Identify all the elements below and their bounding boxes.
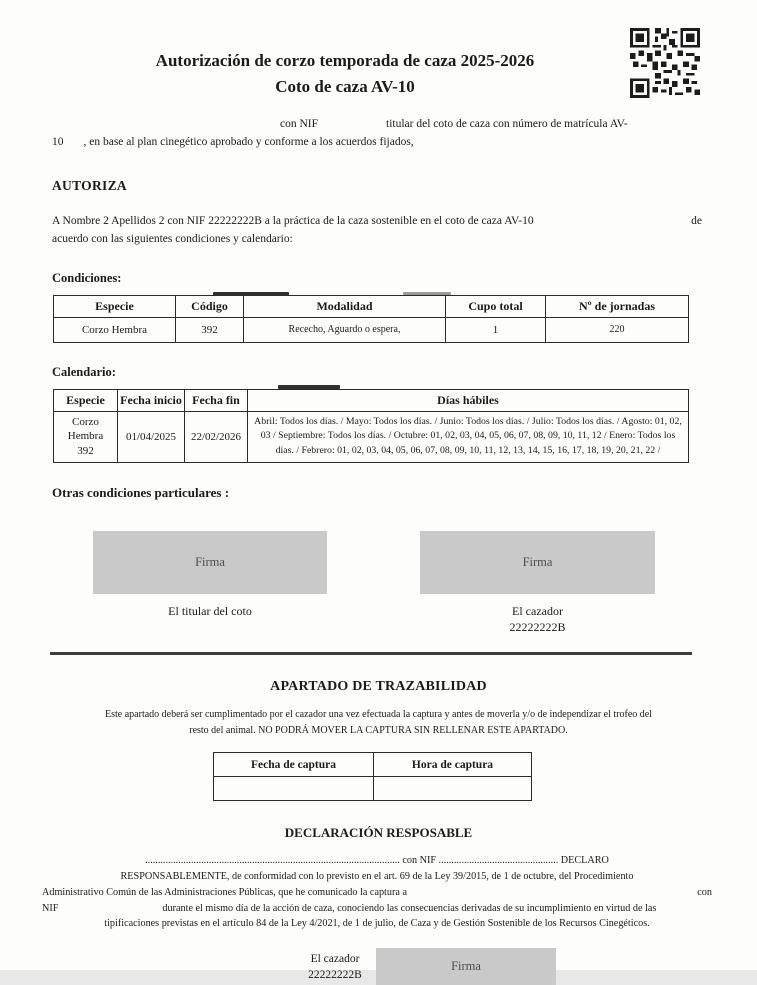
cell-cupo: 1 — [446, 317, 546, 342]
cell-fecha-fin: 22/02/2026 — [185, 411, 248, 462]
declaracion-line-1 — [42, 853, 712, 869]
heading-autoriza: AUTORIZA — [52, 177, 127, 193]
page-title: Autorización de corzo temporada de caza 2025-2026 — [155, 51, 535, 70]
autoriza-line-1 — [52, 212, 702, 230]
dotted-blank: .................................................................................................... — [145, 855, 400, 867]
declaracion-paragraph — [42, 853, 712, 932]
header-cell-especie: Especie — [54, 389, 118, 411]
intro-line-2 — [52, 133, 702, 151]
decl-line-3-end: con — [697, 886, 712, 898]
intro-paragraph — [52, 115, 702, 152]
decl-declaro: DECLARO — [560, 855, 609, 867]
header-cell-codigo: Código — [176, 295, 244, 317]
declaracion-line-2: RESPONSABLEMENTE, de conformidad con lo previsto en el art. 69 de la Ley 39/2015, de 1 de octubre, del Procedimiento — [120, 871, 634, 883]
page-subtitle: Coto de caza AV-10 — [275, 76, 415, 96]
cazador-caption-nif: 22222222B — [509, 620, 566, 635]
qr-code-icon — [630, 28, 700, 98]
signature-cazador — [420, 531, 655, 637]
trazabilidad-line-2: resto del animal. NO PODRÁ MOVER LA CAPTURA SIN RELLENAR ESTE APARTADO. — [189, 724, 568, 736]
cell-jornadas: 220 — [546, 317, 689, 342]
scan-artifact — [278, 385, 340, 389]
header-cell-fecha-captura: Fecha de captura — [214, 753, 374, 777]
captura-table — [213, 752, 532, 801]
section-divider — [50, 652, 692, 655]
signature-titular — [93, 531, 327, 637]
signature-box-titular — [93, 531, 327, 594]
footer-signature — [0, 948, 757, 985]
footer-cazador-label — [300, 951, 370, 983]
captura-table-wrap — [213, 752, 531, 801]
trazabilidad-line-1: Este apartado deberá ser cumplimentado por el cazador una vez efectuada la captura y antes de moverla y/o de independizar el trofeo del — [105, 709, 652, 721]
heading-trazabilidad: APARTADO DE TRAZABILIDAD — [270, 679, 487, 695]
declaracion-line-3 — [42, 885, 712, 901]
matricula-number: 10 — [52, 136, 64, 149]
footer-signature-box — [376, 948, 556, 985]
firma-placeholder: Firma — [451, 959, 481, 974]
cazador-caption-label: El cazador — [512, 603, 563, 618]
especie-line: Corzo — [72, 416, 99, 429]
footer-cazador-nif: 22222222B — [308, 968, 362, 981]
cell-dias-habiles: Abril: Todos los días. / Mayo: Todos los días. / Junio: Todos los días. / Julio: Todos los días. / Agosto: 01, 02, 03 / Septiembre: Todos los días. / Octubre: 01, 02, 03, 04, 05, 06, 07, 08, 09, 10, 11, 12 / Enero: Todos los días. / Febrero: 01, 02, 03, 04, 05, 06, 07, 08, 09, 10, 11, 12, 13, 14, 15, 16, 17, 18, 19, 20, 21, 22 / — [248, 411, 689, 462]
dotted-blank: ............................................... — [438, 855, 559, 867]
document-header — [35, 0, 655, 99]
condiciones-table-wrap — [53, 295, 688, 343]
decl-nif-label: con NIF — [402, 855, 436, 867]
label-otras-condiciones: Otras condiciones particulares : — [52, 484, 230, 500]
signature-box-cazador — [420, 531, 655, 594]
cell-codigo: 392 — [176, 317, 244, 342]
condiciones-data-row — [54, 317, 689, 342]
intro-nif-label: con NIF — [280, 118, 319, 130]
autoriza-paragraph — [52, 212, 702, 249]
autoriza-line-1-end: de — [691, 214, 702, 227]
header-cell-modalidad: Modalidad — [244, 295, 446, 317]
calendario-table-wrap — [53, 389, 688, 463]
especie-line: 392 — [77, 444, 94, 457]
label-condiciones: Condiciones: — [52, 270, 122, 285]
cell-especie — [54, 411, 118, 462]
decl-line-4-text: durante el mismo día de la acción de caza, conociendo las consecuencias derivadas de su incumplimiento en virtud de las — [162, 902, 657, 914]
header-cell-fecha-inicio: Fecha inicio — [118, 389, 185, 411]
header-cell-fecha-fin: Fecha fin — [185, 389, 248, 411]
autoriza-line-2: acuerdo con las siguientes condiciones y calendario: — [52, 233, 293, 246]
intro-line-1 — [52, 115, 702, 133]
captura-header-row — [214, 753, 532, 777]
cell-especie: Corzo Hembra — [54, 317, 176, 342]
signatures-row — [0, 531, 757, 637]
condiciones-table — [53, 295, 689, 343]
calendario-data-row — [54, 411, 689, 462]
heading-declaracion: DECLARACIÓN RESPOSABLE — [284, 825, 473, 841]
header-cell-dias-habiles: Días hábiles — [248, 389, 689, 411]
scan-artifact — [403, 292, 451, 295]
cell-modalidad: Rececho, Aguardo o espera, — [244, 317, 446, 342]
trazabilidad-paragraph — [40, 707, 717, 738]
condiciones-header-row — [54, 295, 689, 317]
firma-placeholder: Firma — [195, 554, 225, 569]
firma-placeholder: Firma — [522, 554, 553, 569]
autoriza-line-1-text: A Nombre 2 Apellidos 2 con NIF 22222222B a la práctica de la caza sostenible en el coto de caza AV-10 — [52, 214, 534, 227]
decl-line-3-text: Administrativo Común de las Administraciones Públicas, que he comunicado la captura a — [42, 886, 407, 898]
especie-line: Hembra — [67, 430, 104, 443]
label-calendario: Calendario: — [52, 364, 116, 379]
header-cell-jornadas: Nº de jornadas — [546, 295, 689, 317]
footer-cazador-caption: El cazador — [310, 952, 360, 965]
decl-line-4-nif: NIF — [42, 902, 59, 914]
captura-empty-row — [214, 777, 532, 801]
intro-line-2-tail: , en base al plan cinegético aprobado y conforme a los acuerdos fijados, — [83, 136, 414, 149]
cell-fecha-captura-empty — [214, 777, 374, 801]
intro-line-1-tail: titular del coto de caza con número de matrícula AV- — [386, 118, 628, 130]
declaracion-line-5: tipificaciones previstas en el artículo 84 de la Ley 4/2021, de 1 de julio, de Caza y de Gestión Sostenible de los Recursos Cinegéticos. — [104, 918, 650, 930]
declaracion-line-4 — [42, 901, 712, 917]
signature-caption-cazador — [509, 603, 565, 637]
cell-fecha-inicio: 01/04/2025 — [118, 411, 185, 462]
header-cell-hora-captura: Hora de captura — [374, 753, 532, 777]
header-cell-especie: Especie — [54, 295, 176, 317]
scan-artifact — [213, 292, 289, 296]
calendario-table — [53, 389, 689, 463]
cell-hora-captura-empty — [374, 777, 532, 801]
header-cell-cupo: Cupo total — [446, 295, 546, 317]
signature-caption-titular: El titular del coto — [168, 603, 252, 618]
calendario-header-row — [54, 389, 689, 411]
